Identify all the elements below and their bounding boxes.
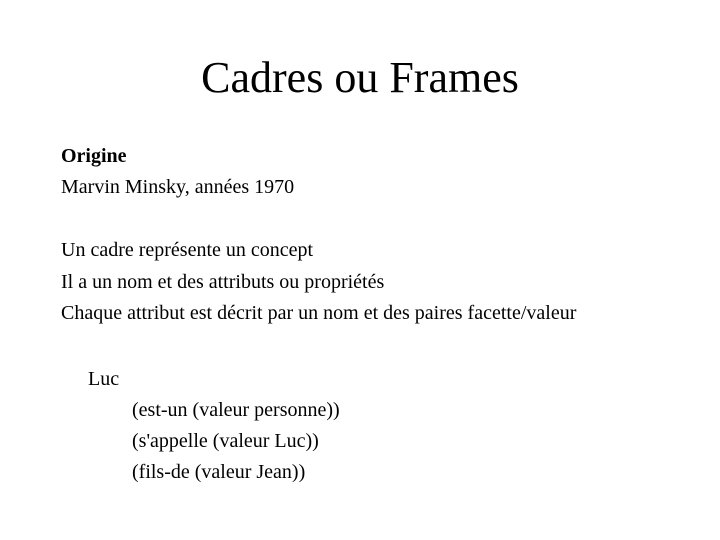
point-concept: Un cadre représente un concept: [61, 239, 314, 261]
example-slot-name: (s'appelle (valeur Luc)): [132, 430, 319, 452]
example-frame-name: Luc: [88, 368, 120, 390]
point-attributes: Il a un nom et des attributs ou propriétés: [61, 271, 385, 293]
origin-heading: Origine: [61, 145, 127, 167]
point-facets: Chaque attribut est décrit par un nom et des paires facette/valeur: [61, 302, 577, 324]
example-slot-son-of: (fils-de (valeur Jean)): [132, 461, 306, 483]
origin-text: Marvin Minsky, années 1970: [61, 176, 295, 198]
example-slot-is-a: (est-un (valeur personne)): [132, 399, 340, 421]
slide-title: Cadres ou Frames: [201, 53, 519, 102]
